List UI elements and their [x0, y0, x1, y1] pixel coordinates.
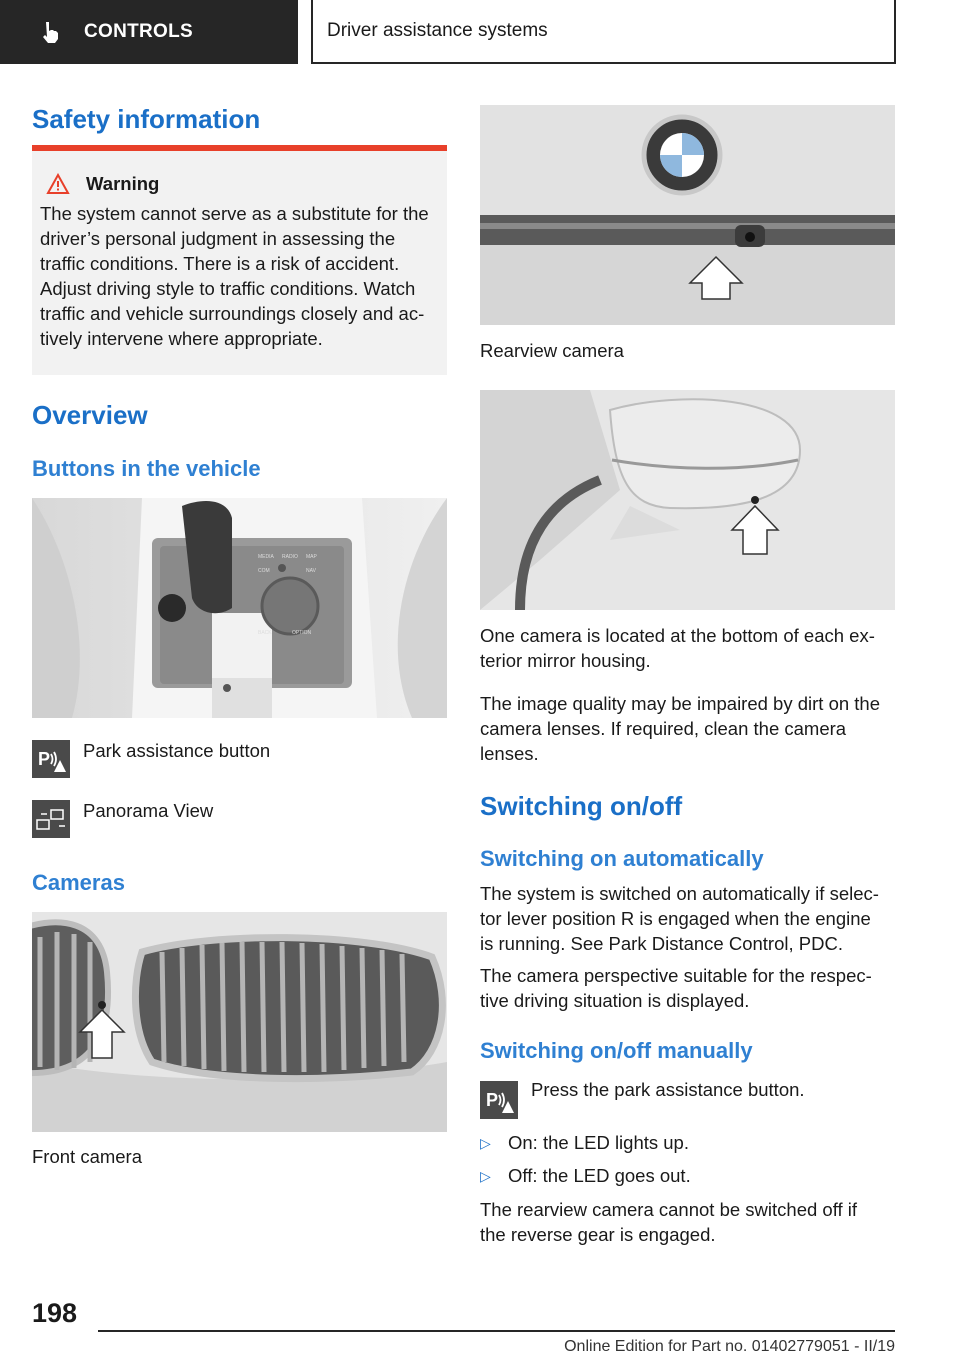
safety-heading: Safety information — [32, 104, 261, 134]
reverse-line: the reverse gear is engaged. — [480, 1224, 716, 1245]
park-assist-icon — [32, 740, 70, 778]
press-text: Press the park assistance button. — [531, 1079, 805, 1100]
auto-heading: Switching on automatically — [480, 846, 764, 871]
svg-text:P: P — [486, 1090, 499, 1110]
warning-line: The system cannot serve as a substitute for the — [40, 203, 429, 224]
warning-line: tively intervene where appropriate. — [40, 328, 323, 349]
auto-line: is running. See Park Distance Control, PDC. — [480, 933, 843, 954]
section-tab[interactable] — [0, 0, 298, 64]
mirror-line: One camera is located at the bottom of each ex- — [480, 625, 875, 646]
cameras-heading: Cameras — [32, 870, 125, 895]
page-number: 198 — [32, 1298, 78, 1328]
rearview-camera-image — [480, 105, 895, 325]
quality-line: The image quality may be impaired by dirt on the — [480, 693, 881, 714]
bullet-off-text: Off: the LED goes out. — [508, 1165, 691, 1186]
breadcrumb — [311, 0, 896, 64]
mirror-line: terior mirror housing. — [480, 650, 651, 671]
reverse-line: The rearview camera cannot be switched off if — [480, 1199, 858, 1220]
bullet-on — [480, 1132, 689, 1154]
reverse-text — [480, 1197, 857, 1247]
warning-triangle-icon — [46, 173, 70, 195]
buttons-heading: Buttons in the vehicle — [32, 456, 261, 481]
park-assist-icon — [480, 1081, 518, 1119]
hand-pointer-icon — [40, 21, 60, 43]
console-map-label: MAP — [306, 554, 317, 560]
breadcrumb-label: Driver assistance systems — [327, 20, 548, 41]
perspective-text — [480, 963, 872, 1013]
panorama-label: Panorama View — [83, 800, 214, 821]
bullet-triangle-icon: ▷ — [480, 1135, 491, 1151]
quality-line: camera lenses. If required, clean the camera — [480, 718, 847, 739]
footer-edition: Online Edition for Part no. 01402779051 - II/19 — [564, 1338, 895, 1355]
warning-line: traffic conditions. There is a risk of accident. — [40, 253, 400, 274]
console-back-label: BACK — [258, 630, 272, 636]
section-tab-label: CONTROLS — [84, 21, 194, 42]
console-radio-label: RADIO — [282, 554, 298, 560]
front-camera-image — [32, 912, 447, 1132]
center-console-image — [32, 498, 447, 718]
warning-line: driver’s personal judgment in assessing the — [40, 228, 396, 249]
panorama-view-icon — [32, 800, 70, 838]
warning-box — [32, 145, 447, 375]
console-media-label: MEDIA — [258, 554, 274, 560]
manual-heading: Switching on/off manually — [480, 1038, 753, 1063]
quality-text — [480, 691, 880, 766]
auto-line: The system is switched on automatically if selec- — [480, 883, 879, 904]
perspective-line: The camera perspective suitable for the respec- — [480, 965, 872, 986]
warning-text — [40, 201, 437, 351]
console-nav-label: NAV — [306, 568, 316, 574]
bullet-on-text: On: the LED lights up. — [508, 1132, 689, 1153]
console-com-label: COM — [258, 568, 270, 574]
bullet-off — [480, 1165, 691, 1187]
bullet-triangle-icon: ▷ — [480, 1168, 491, 1184]
svg-text:P: P — [38, 749, 51, 769]
console-option-label: OPTION — [292, 630, 312, 636]
quality-line: lenses. — [480, 743, 539, 764]
warning-label: Warning — [86, 173, 160, 194]
rearview-caption: Rearview camera — [480, 340, 624, 361]
auto-line: tor lever position R is engaged when the engine — [480, 908, 871, 929]
mirror-text — [480, 623, 875, 673]
mirror-camera-image — [480, 390, 895, 610]
warning-header — [46, 173, 437, 195]
front-camera-caption: Front camera — [32, 1146, 143, 1167]
perspective-line: tive driving situation is displayed. — [480, 990, 750, 1011]
warning-line: traffic and vehicle surroundings closely and ac- — [40, 303, 425, 324]
park-assist-label: Park assistance button — [83, 740, 271, 761]
auto-text — [480, 881, 879, 956]
warning-line: Adjust driving style to traffic conditions. Watch — [40, 278, 416, 299]
switching-heading: Switching on/off — [480, 791, 683, 821]
overview-heading: Overview — [32, 400, 148, 430]
footer-divider — [98, 1330, 895, 1332]
